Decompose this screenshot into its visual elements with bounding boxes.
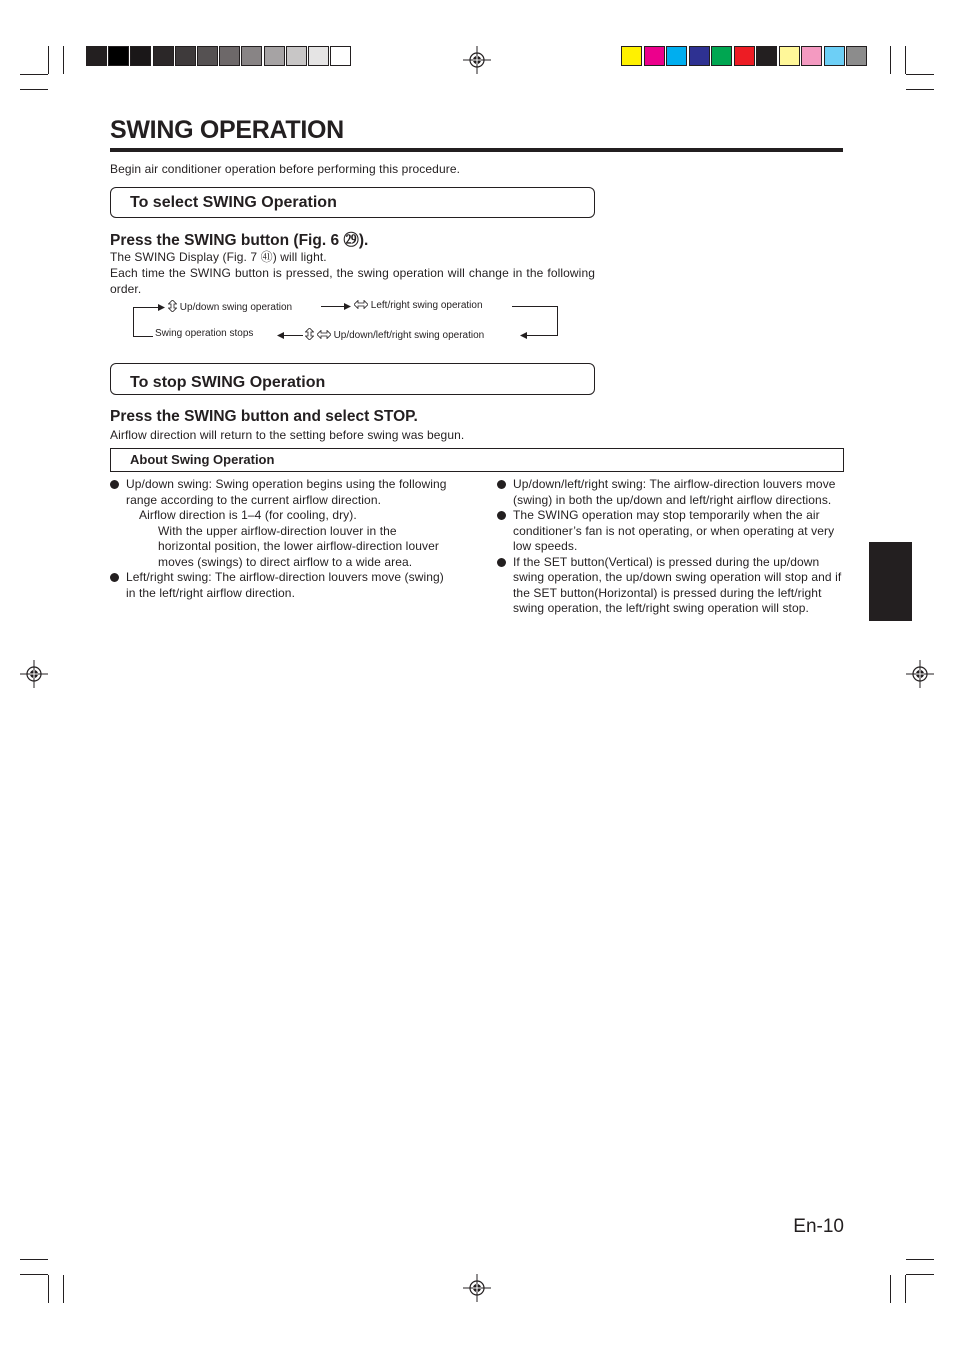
flow-line (133, 307, 134, 337)
gray-swatch (219, 46, 240, 66)
select-line1: The SWING Display (Fig. 7 ㊶) will light. (110, 250, 327, 264)
crop-mark (63, 1275, 64, 1303)
updown-arrow-icon (168, 300, 177, 312)
color-swatch (756, 46, 777, 66)
flow-step-leftright-label: Left/right swing operation (370, 300, 483, 311)
crop-mark (48, 1275, 49, 1303)
crop-mark (20, 1274, 48, 1275)
color-swatch (801, 46, 822, 66)
leftright-arrow-icon (354, 300, 368, 309)
select-line2: Each time the SWING button is pressed, the swing operation will change in the following order. (110, 266, 595, 296)
color-swatch (824, 46, 845, 66)
crop-mark (890, 46, 891, 74)
arrow-right-icon (344, 303, 351, 310)
flow-line (321, 306, 345, 307)
crop-mark (20, 89, 48, 90)
gray-swatch (264, 46, 285, 66)
bullet-text: Up/down/left/right swing: The airflow-direction louvers move (swing) in both the up/down and left/right airflow directions. (513, 477, 836, 507)
stop-section-box (110, 363, 595, 395)
intro-text: Begin air conditioner operation before performing this procedure. (110, 162, 461, 176)
crop-mark (63, 46, 64, 74)
crop-mark (906, 74, 934, 75)
arrow-left-icon (520, 332, 527, 339)
list-item (497, 477, 844, 508)
crop-mark (905, 1275, 906, 1303)
crop-mark (906, 1274, 934, 1275)
flow-line (526, 335, 558, 336)
title-rule (110, 148, 843, 152)
list-item (110, 477, 448, 570)
color-swatch (846, 46, 867, 66)
list-item (497, 555, 844, 617)
crop-mark (906, 1259, 934, 1260)
page-number: En-10 (793, 1216, 844, 1237)
gray-swatch (86, 46, 107, 66)
stop-section-title: To stop SWING Operation (130, 374, 326, 391)
list-item (110, 570, 448, 601)
crop-mark (890, 1275, 891, 1303)
flow-line (133, 307, 160, 308)
gray-swatch (308, 46, 329, 66)
updown-arrow-icon (305, 328, 314, 340)
flow-line (133, 336, 153, 337)
section-tab (869, 542, 912, 621)
color-swatch (644, 46, 665, 66)
gray-swatch (241, 46, 262, 66)
about-right-column (497, 477, 844, 617)
crop-mark (48, 46, 49, 74)
flow-line (512, 306, 558, 307)
gray-swatch (286, 46, 307, 66)
flow-step-all (305, 328, 484, 341)
select-section-box (110, 187, 595, 218)
flow-step-leftright (354, 300, 483, 311)
crop-mark (20, 74, 48, 75)
stop-text: Airflow direction will return to the setting before swing was begun. (110, 428, 465, 442)
gray-swatch (130, 46, 151, 66)
gray-swatch (330, 46, 351, 66)
crop-mark (906, 89, 934, 90)
arrow-right-icon (158, 304, 165, 311)
color-swatch (779, 46, 800, 66)
page-title: SWING OPERATION (110, 116, 344, 144)
flow-step-stop: Swing operation stops (155, 328, 254, 339)
registration-mark-icon (906, 660, 934, 688)
stop-heading: Press the SWING button and select STOP. (110, 408, 418, 425)
about-left-column (110, 477, 448, 601)
crop-mark (905, 46, 906, 74)
about-box (110, 448, 844, 472)
color-swatch (689, 46, 710, 66)
registration-mark-icon (463, 1274, 491, 1302)
gray-swatch (153, 46, 174, 66)
bullet-text: Left/right swing: The airflow-direction louvers move (swing) in the left/right airflow direction. (126, 570, 444, 600)
flow-line (557, 306, 558, 336)
color-swatch (711, 46, 732, 66)
color-swatch (666, 46, 687, 66)
select-heading: Press the SWING button (Fig. 6 ㉙). (110, 232, 369, 249)
registration-mark-icon (463, 46, 491, 74)
flow-step-updown-label: Up/down swing operation (179, 302, 293, 313)
color-swatch (734, 46, 755, 66)
flow-step-all-label: Up/down/left/right swing operation (333, 330, 485, 341)
bullet-text: The SWING operation may stop temporarily when the air conditioner’s fan is not operating, or when operating at very low speeds. (513, 508, 835, 553)
crop-mark (20, 1259, 48, 1260)
bullet-subsubtext: With the upper airflow-direction louver in the horizontal position, the lower airflow-direction louver moves (swings) to direct airflow to a wide area. (158, 523, 439, 569)
bullet-text: If the SET button(Vertical) is pressed during the up/down swing operation, the up/down swing operation will stop and if the SET button(Horizontal) is pressed during the left/right swing operation, the left/right swing operation will stop. (513, 554, 842, 615)
select-section-title: To select SWING Operation (130, 194, 337, 211)
arrow-left-icon (277, 332, 284, 339)
gray-swatch (175, 46, 196, 66)
flow-line (283, 335, 303, 336)
list-item (497, 508, 844, 555)
registration-mark-icon (20, 660, 48, 688)
gray-swatch (197, 46, 218, 66)
flow-step-updown (168, 300, 292, 313)
color-swatch (621, 46, 642, 66)
bullet-text: Up/down swing: Swing operation begins using the following range according to the current airflow direction. (126, 477, 447, 507)
leftright-arrow-icon (317, 330, 331, 339)
about-title: About Swing Operation (130, 452, 275, 467)
gray-swatch (108, 46, 129, 66)
bullet-subtext: Airflow direction is 1–4 (for cooling, dry). (139, 508, 357, 522)
